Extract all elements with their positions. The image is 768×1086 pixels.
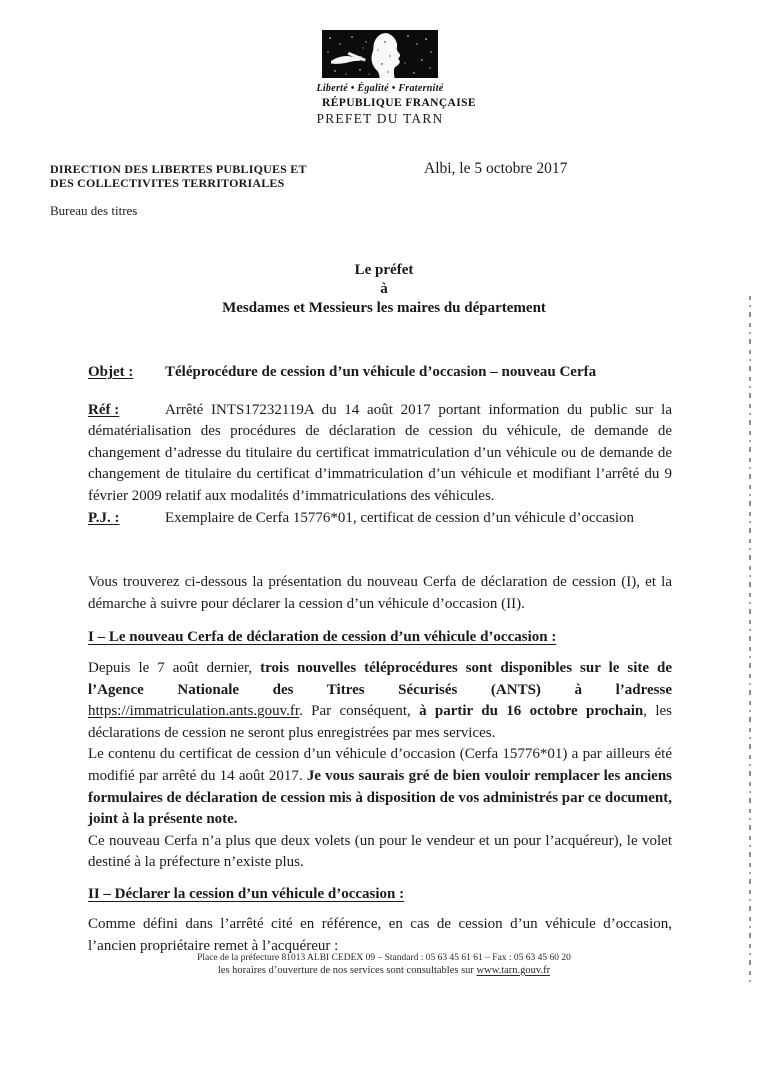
addressee-line3: Mesdames et Messieurs les maires du département — [222, 300, 546, 316]
tarn-gouv-url-text: www.tarn.gouv.fr — [476, 964, 551, 976]
objet-label: Objet : — [88, 364, 134, 380]
addressee-line2: à — [380, 281, 388, 297]
prefet-du-tarn-title: PREFET DU TARN — [316, 111, 444, 126]
ref-paragraph — [88, 400, 672, 508]
ref-text: Arrêté INTS17232119A du 14 août 2017 portant information du public sur la dématérialisation des procédures de déclaration de cession du véhicule, de demande de changement d’adresse du titulaire du certificat immatriculation d’un véhicule ou de demande de changement de titulaire du certificat d’immatriculation d’un véhicule et modifiant l’arrêté du 9 février 2009 relatif aux modalités d’immatriculations des véhicules. — [88, 401, 672, 504]
paragraph-teleprocedures: Depuis le 7 août dernier, trois nouvelles téléprocédures sont disponibles sur le site de l’Agence Nationale des Titres Sécurisés (ANTS) à l’adresse https://immatriculation.ants.gouv.fr. Par conséquent, à partir du 16 octobre prochain, les déclarations de cession ne seront plus enregistrées par mes services. — [88, 659, 672, 741]
pj-label: P.J. : — [88, 509, 120, 526]
sender-block — [50, 162, 307, 219]
paragraph-deux-volets: Ce nouveau Cerfa n’a plus que deux volets (un pour le vendeur et un pour l’acquéreur), le volet destiné à la préfecture n’existe plus. — [88, 832, 672, 871]
letter-body — [88, 362, 672, 958]
footer-address-line: Place de la préfecture 81013 ALBI CEDEX 09 – Standard : 05 63 45 61 61 – Fax : 05 63 45 60 20 — [197, 953, 571, 963]
sender-direction-line1: DIRECTION DES LIBERTES PUBLIQUES ET — [50, 162, 307, 176]
addressee-block — [0, 261, 768, 318]
intro-paragraph: Vous trouverez ci-dessous la présentation du nouveau Cerfa de déclaration de cession (I), et la démarche à suivre pour déclarer la cession d’un véhicule d’occasion (II). — [88, 574, 672, 612]
objet-text: Téléprocédure de cession d’un véhicule d’occasion – nouveau Cerfa — [165, 364, 597, 380]
page-footer — [0, 952, 768, 977]
scan-artifact-line — [749, 296, 751, 984]
logo-motto: Liberté • Égalité • Fraternité — [316, 83, 444, 94]
paragraph-comme-defini: Comme défini dans l’arrêté cité en référence, en cas de cession d’un véhicule d’occasion, l’ancien propriétaire remet à l’acquéreur : — [88, 916, 672, 955]
dateline: Albi, le 5 octobre 2017 — [424, 160, 568, 177]
addressee-line1: Le préfet — [354, 262, 414, 278]
pj-line — [88, 508, 672, 530]
logo-republique-francaise: RÉPUBLIQUE FRANÇAISE — [322, 97, 477, 109]
section2-heading: II – Déclarer la cession d’un véhicule d’occasion : — [88, 885, 405, 902]
sender-direction-line2: DES COLLECTIVITES TERRITORIALES — [50, 176, 285, 190]
sender-bureau: Bureau des titres — [50, 203, 138, 218]
ants-url-text: https://immatriculation.ants.gouv.fr — [88, 703, 300, 720]
marianne-logo-block — [316, 30, 477, 109]
marianne-logo-icon — [322, 30, 438, 78]
paragraph-cerfa-modifie: Le contenu du certificat de cession d’un véhicule d’occasion (Cerfa 15776*01) a par ailleurs été modifié par arrêté du 14 août 2017. Je vous saurais gré de bien vouloir remplacer les anciens formulaires de déclaration de cession mis à disposition de vos administrés par ce document, joint à la présente note. — [88, 746, 672, 828]
pj-text: Exemplaire de Cerfa 15776*01, certificat de cession d’un véhicule d’occasion — [165, 509, 634, 526]
ref-label: Réf : — [88, 401, 120, 418]
footer-hours-line: les horaires d’ouverture de nos services sont consultables sur www.tarn.gouv.fr — [217, 964, 551, 976]
objet-line — [88, 362, 672, 384]
section1-heading: I – Le nouveau Cerfa de déclaration de cession d’un véhicule d’occasion : — [88, 629, 557, 646]
